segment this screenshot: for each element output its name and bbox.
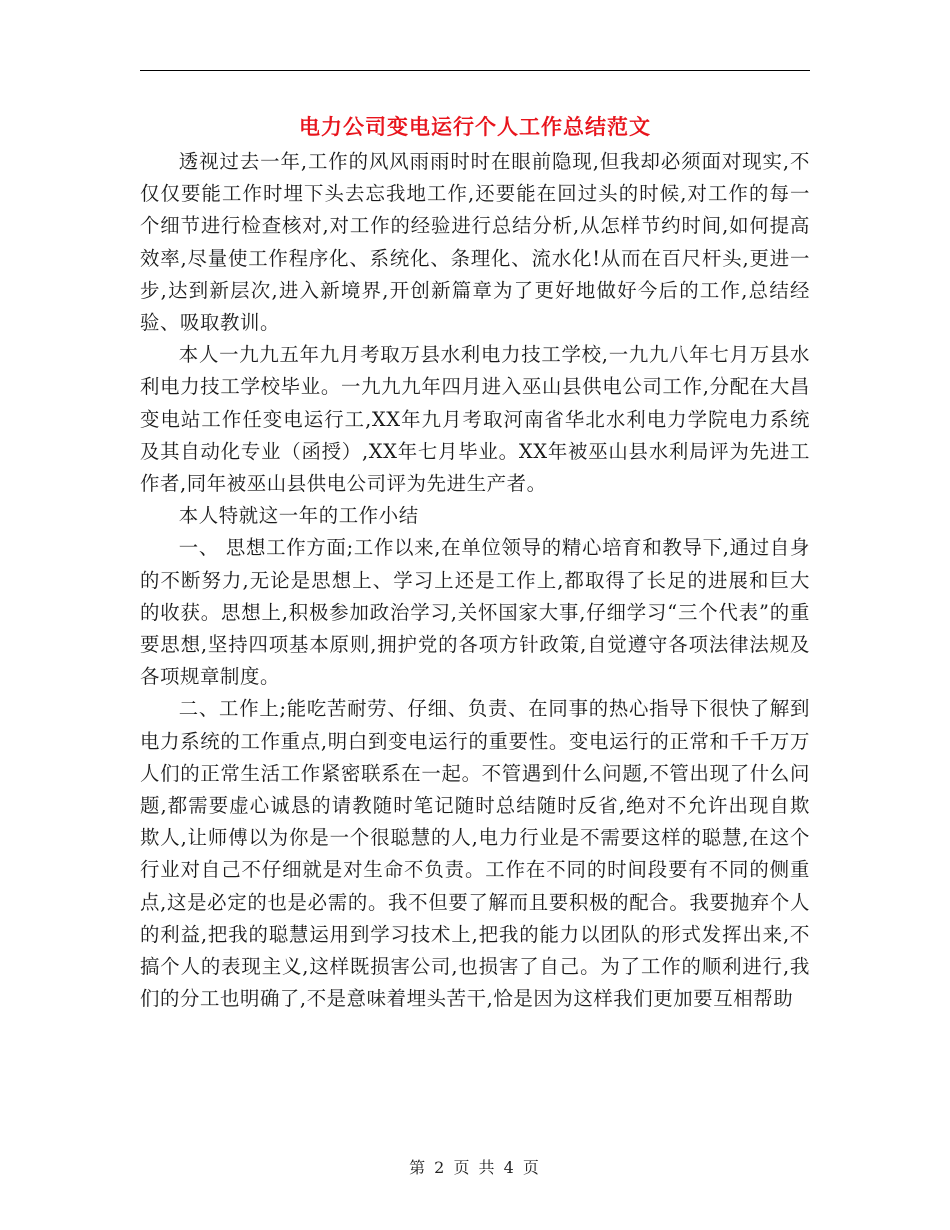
paragraph-section-thought: 一、 思想工作方面;工作以来,在单位领导的精心培育和教导下,通过自身的不断努力,无论是思想上、学习上还是工作上,都取得了长足的进展和巨大的收获。思想上,积极参加政治学习,关怀国家大事,仔细学习“三个代表”的重要思想,坚持四项基本原则,拥护党的各项方针政策,自觉遵守各项法律法规及各项规章制度。 (140, 536, 810, 689)
document-body (140, 146, 810, 1015)
paragraph-background: 本人一九九五年九月考取万县水利电力技工学校,一九九八年七月万县水利电力技工学校毕业。一九九九年四月进入巫山县供电公司工作,分配在大昌变电站工作任变电运行工,XX年九月考取河南省华北水利电力学院电力系统及其自动化专业（函授）,XX年七月毕业。XX年被巫山县水利局评为先进工作者,同年被巫山县供电公司评为先进生产者。 (140, 343, 810, 496)
paragraph-section-work: 二、工作上;能吃苦耐劳、仔细、负责、在同事的热心指导下很快了解到电力系统的工作重点,明白到变电运行的重要性。变电运行的正常和千千万万人们的正常生活工作紧密联系在一起。不管遇到什么问题,不管出现了什么问题,都需要虚心诚恳的请教随时笔记随时总结随时反省,绝对不允许出现自欺欺人,让师傅以为你是一个很聪慧的人,电力行业是不需要这样的聪慧,在这个行业对自己不仔细就是对生命不负责。工作在不同的时间段要有不同的侧重点,这是必定的也是必需的。我不但要了解而且要积极的配合。我要抛弃个人的利益,把我的聪慧运用到学习技术上,把我的能力以团队的形式发挥出来,不搞个人的表现主义,这样既损害公司,也损害了自己。为了工作的顺利进行,我们的分工也明确了,不是意味着埋头苦干,恰是因为这样我们更加要互相帮助 (140, 697, 810, 1011)
paragraph-summary-lead: 本人特就这一年的工作小结 (178, 504, 419, 528)
document-title: 电力公司变电运行个人工作总结范文 (299, 114, 651, 139)
page-number: 第 2 页 共 4 页 (409, 1158, 541, 1177)
header-rule (140, 70, 810, 71)
paragraph-intro: 透视过去一年,工作的风风雨雨时时在眼前隐现,但我却必须面对现实,不仅仅要能工作时埋下头去忘我地工作,还要能在回过头的时候,对工作的每一个细节进行检查核对,对工作的经验进行总结分析,从怎样节约时间,如何提高效率,尽量使工作程序化、系统化、条理化、流水化!从而在百尺杆头,更进一步,达到新层次,进入新境界,开创新篇章为了更好地做好今后的工作,总结经验、吸取教训。 (140, 150, 810, 335)
